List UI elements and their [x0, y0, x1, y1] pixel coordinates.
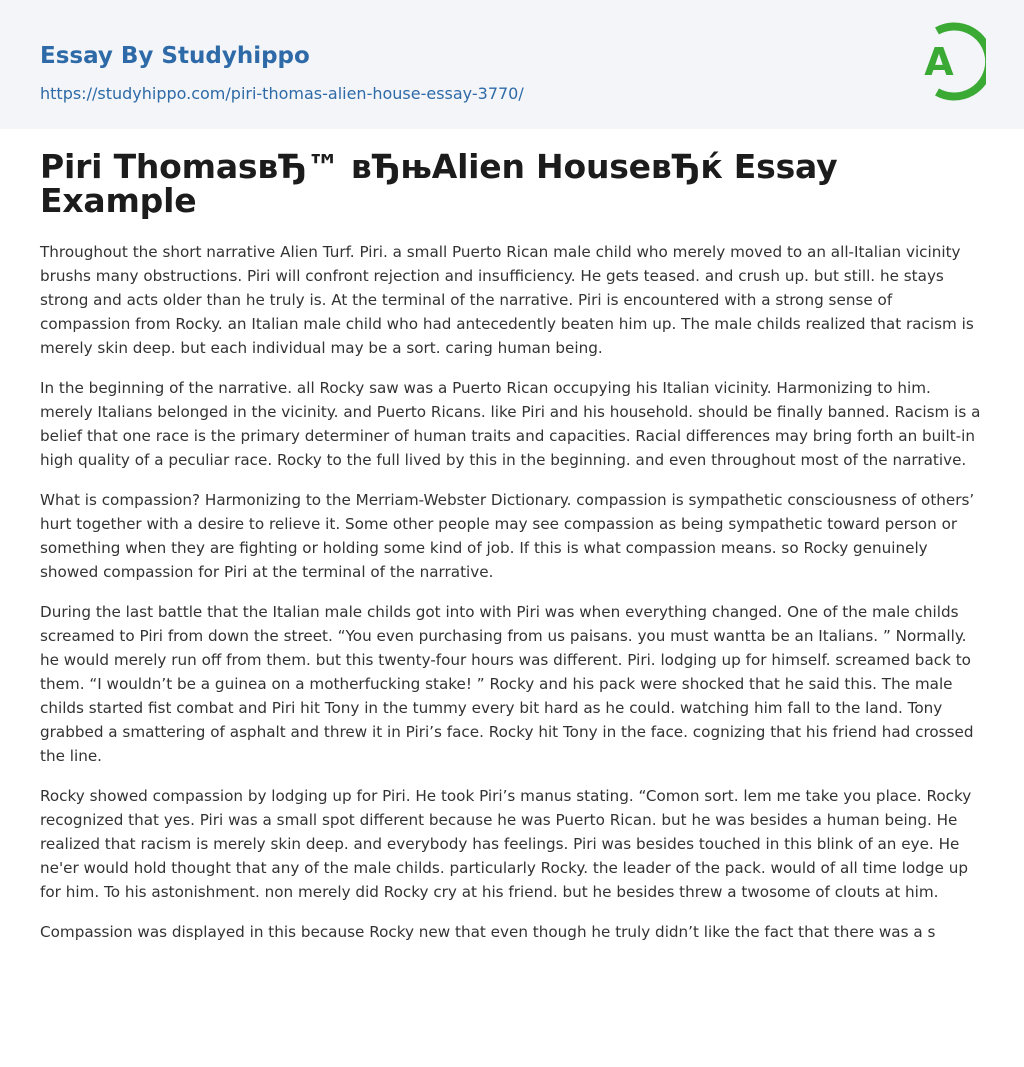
- site-title[interactable]: Essay By Studyhippo: [40, 43, 310, 69]
- essay-title: Piri ThomasвЂ™ вЂњAlien HouseвЂќ Essay Example: [40, 147, 838, 220]
- essay-paragraph: In the beginning of the narrative. all Rocky saw was a Puerto Rican occupying his Italian vicinity. Harmonizing to him. merely Italians belonged in the vicinity. and Puerto Ricans. like Piri and his household. should be finally banned. Racism is a belief that one race is the primary determiner of human traits and capacities. Racial differences may bring forth an built-in high quality of a peculiar race. Rocky to the full lived by this in the beginning. and even throughout most of the narrative.: [40, 379, 981, 469]
- essay-paragraph: What is compassion? Harmonizing to the Merriam-Webster Dictionary. compassion is sympathetic consciousness of others’ hurt together with a desire to relieve it. Some other people may see compassion as being sympathetic toward person or something when they are fighting or holding some kind of job. If this is what compassion means. so Rocky genuinely showed compassion for Piri at the terminal of the narrative.: [40, 491, 975, 581]
- circular-arrow-a-logo-icon[interactable]: [914, 20, 986, 106]
- site-header: [0, 0, 1024, 129]
- essay-paragraph: Throughout the short narrative Alien Turf. Piri. a small Puerto Rican male child who merely moved to an all-Italian vicinity brushs many obstructions. Piri will confront rejection and insufficiency. He gets teased. and crush up. but still. he stays strong and acts older than he truly is. At the terminal of the narrative. Piri is encountered with a strong sense of compassion from Rocky. an Italian male child who had antecedently beaten him up. The male childs realized that racism is merely skin deep. but each individual may be a sort. caring human being.: [40, 243, 974, 357]
- logo-letter: A: [924, 40, 954, 84]
- essay-content: [40, 147, 982, 960]
- essay-paragraph: Compassion was displayed in this because Rocky new that even though he truly didn’t like the fact that there was a s: [40, 923, 936, 941]
- essay-paragraph: Rocky showed compassion by lodging up for Piri. He took Piri’s manus stating. “Comon sort. lem me take you place. Rocky recognized that yes. Piri was a small spot different because he was Puerto Rican. but he was besides a human being. He realized that racism is merely skin deep. and everybody has feelings. Piri was besides touched in this blink of an eye. He ne'er would hold thought that any of the male childs. particularly Rocky. the leader of the pack. would of all time lodge up for him. To his astonishment. non merely did Rocky cry at his friend. but he besides threw a twosome of clouts at him.: [40, 787, 972, 901]
- essay-paragraph: During the last battle that the Italian male childs got into with Piri was when everything changed. One of the male childs screamed to Piri from down the street. “You even purchasing from us paisans. you must wantta be an Italians. ” Normally. he would merely run off from them. but this twenty-four hours was different. Piri. lodging up for himself. screamed back to them. “I wouldn’t be a guinea on a motherfucking stake! ” Rocky and his pack were shocked that he said this. The male childs started fist combat and Piri hit Tony in the tummy every bit hard as he could. watching him fall to the land. Tony grabbed a smattering of asphalt and threw it in Piri’s face. Rocky hit Tony in the face. cognizing that his friend had crossed the line.: [40, 603, 974, 765]
- essay-url-link[interactable]: https://studyhippo.com/piri-thomas-alien-house-essay-3770/: [40, 84, 524, 103]
